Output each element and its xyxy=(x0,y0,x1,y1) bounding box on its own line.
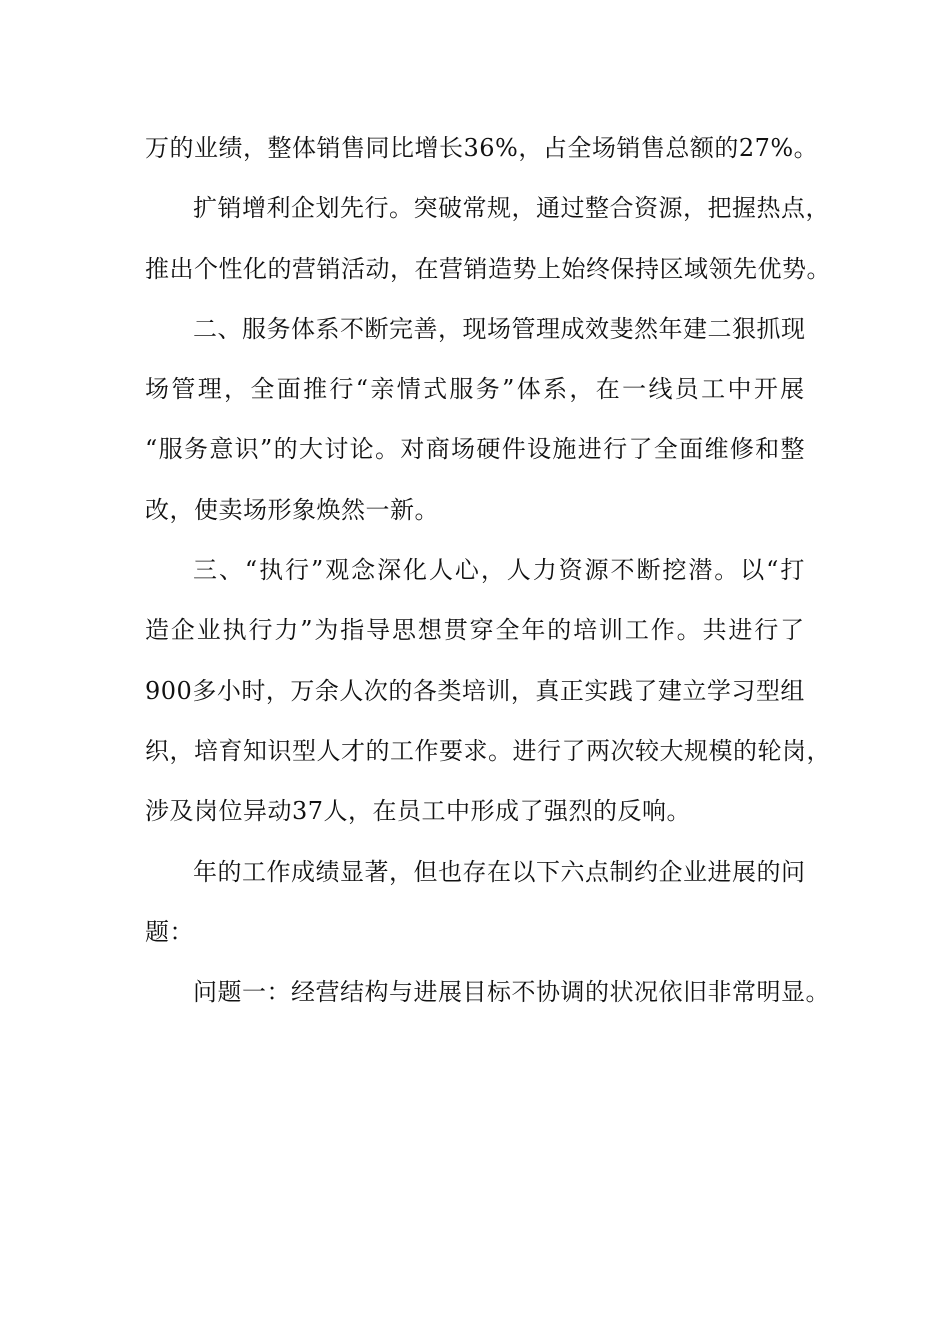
text-line: 改，使卖场形象焕然一新。 xyxy=(145,495,439,524)
text-line: 万的业绩，整体销售同比增长36%，占全场销售总额的27%。 xyxy=(145,134,819,162)
text-line: 题： xyxy=(145,917,194,946)
text-line: 推出个性化的营销活动，在营销造势上始终保持区域领先优势。 xyxy=(145,254,831,283)
text-line: 三 、 “ 执 行 ” 观 念 深 化 人 心 ， 人 力 资 源 不 断 挖 潜 。 以 “ 打 xyxy=(193,556,805,585)
text-line: 问题一：经营结构与进展目标不协调的状况依旧非常明显。 xyxy=(193,978,830,1007)
document-body xyxy=(145,118,831,1022)
text-line: “ 服 务 意 识 ” 的 大 讨 论 。 对 商 场 硬 件 设 施 进 行 了 全 面 维 修 和 整 xyxy=(145,435,805,464)
text-line: 年 的 工 作 成 绩 显 著 ， 但 也 存 在 以 下 六 点 制 约 企 业 进 展 的 问 xyxy=(193,857,806,886)
text-line: 涉及岗位异动37人，在员工中形成了强烈的反响。 xyxy=(145,797,692,826)
text-line: 场 管 理 ， 全 面 推 行 “ 亲 情 式 服 务 ” 体 系 ， 在 一 线 员 工 中 开 展 xyxy=(145,375,805,404)
text-line: 二 、 服 务 体 系 不 断 完 善 ， 现 场 管 理 成 效 斐 然 年 建 二 狠 抓 现 xyxy=(193,314,806,343)
text-line: 900 多 小 时 ， 万 余 人 次 的 各 类 培 训 ， 真 正 实 践 了 建 立 学 习 型 组 xyxy=(145,676,805,705)
text-line: 扩 销 增 利 企 划 先 行 。 突 破 常 规 ， 通 过 整 合 资 源 ， 把 握 热 点 ， xyxy=(193,194,830,223)
text-line: 织 ， 培 育 知 识 型 人 才 的 工 作 要 求 。 进 行 了 两 次 较 大 规 模 的 轮 岗 ， xyxy=(145,736,831,765)
text-line: 造 企 业 执 行 力 ” 为 指 导 思 想 贯 穿 全 年 的 培 训 工 作 。 共 进 行 了 xyxy=(145,616,805,645)
